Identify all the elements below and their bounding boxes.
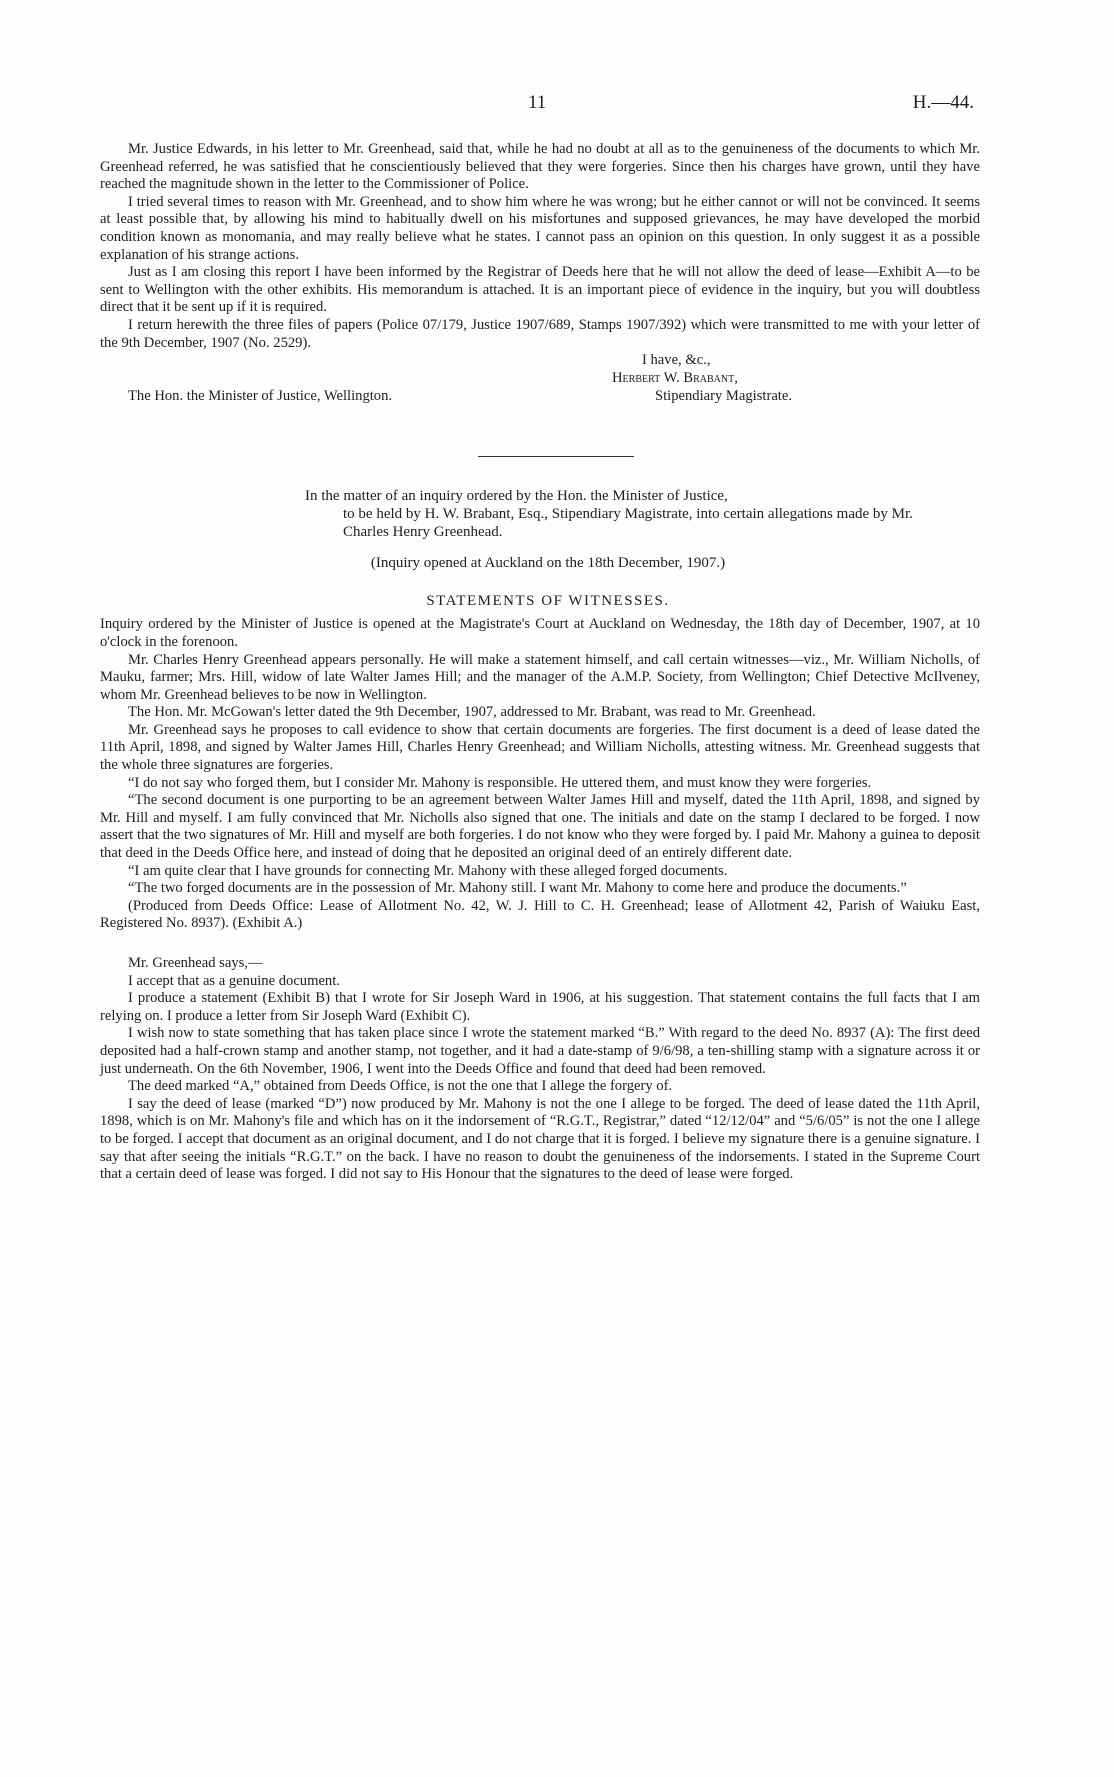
paragraph: The deed marked “A,” obtained from Deeds Office, is not the one that I allege the forgery of. [128, 1078, 673, 1095]
document-body [100, 141, 980, 1184]
paragraph: I accept that as a genuine document. [128, 972, 340, 989]
addressee: The Hon. the Minister of Justice, Wellington. [128, 388, 393, 405]
paragraph: I produce a statement (Exhibit B) that I wrote for Sir Joseph Ward in 1906, at his suggestion. That statement contains the full facts that I am relying on. I produce a letter from Sir Joseph Ward (Exhibit C). [100, 990, 980, 1024]
paragraph: I tried several times to reason with Mr. Greenhead, and to show him where he was wrong; but he either cannot or will not be convinced. It seems at least possible that, by allowing his mind to habitually dwell on his misfortunes and supposed grievances, he may have developed the morbid condition known as monomania, and may really believe what he states. I cannot pass an opinion on this question. In only suggest it as a possible explanation of his strange actions. [100, 193, 980, 263]
paragraph: Mr. Greenhead says he proposes to call evidence to show that certain documents are forgeries. The first document is a deed of lease dated the 11th April, 1898, and signed by Walter James Hill, Charles Henry Greenhead; and William Nicholls, attesting witness. Mr. Greenhead suggests that the whole three signatures are forgeries. [100, 721, 980, 774]
paragraph: “I am quite clear that I have grounds for connecting Mr. Mahony with these alleged forged documents. [128, 862, 728, 879]
paragraph: Inquiry ordered by the Minister of Justice is opened at the Magistrate's Court at Auckland on Wednesday, the 18th day of December, 1907, at 10 o'clock in the forenoon. [100, 616, 980, 650]
paragraph: I wish now to state something that has taken place since I wrote the statement marked “B.” With regard to the deed No. 8937 (A): The first deed deposited had a half-crown stamp and another stamp, not together, and it had a date-stamp of 9/6/98, a ten-shilling stamp with a signature across it or just underneath. On the 6th November, 1906, I went into the Deeds Office and found that deed had been removed. [100, 1025, 980, 1077]
closing-line: I have, &c., [642, 352, 711, 369]
paragraph: Just as I am closing this report I have been informed by the Registrar of Deeds here that he will not allow the deed of lease—Exhibit A—to be sent to Wellington with the other exhibits. His memorandum is attached. It is an important piece of evidence in the inquiry, but you will doubtless direct that it be sent up if it is required. [100, 264, 980, 316]
paragraph: The Hon. Mr. McGowan's letter dated the 9th December, 1907, addressed to Mr. Brabant, was read to Mr. Greenhead. [128, 704, 816, 721]
paragraph: Mr. Greenhead says,— [128, 955, 263, 971]
paragraph: (Produced from Deeds Office: Lease of Allotment No. 42, W. J. Hill to C. H. Greenhead; lease of Allotment 42, Parish of Waiuku East, Registered No. 8937). (Exhibit A.) [100, 897, 980, 932]
page-number: 11 [528, 92, 547, 113]
paragraph: Mr. Charles Henry Greenhead appears personally. He will make a statement himself, and call certain witnesses—viz., Mr. William Nicholls, of Mauku, farmer; Mrs. Hill, widow of late Walter James Hill; and the manager of the A.M.P. Society, from Wellington; Chief Detective McIlveney, whom Mr. Greenhead believes to be now in Wellington. [100, 651, 980, 703]
paragraph: “The two forged documents are in the possession of Mr. Mahony still. I want Mr. Mahony to come here and produce the documents.” [128, 880, 907, 897]
inquiry-heading-first-line: In the matter of an inquiry ordered by the Hon. the Minister of Justice, [305, 488, 728, 505]
spacer [100, 933, 980, 955]
section-title: STATEMENTS OF WITNESSES. [426, 592, 670, 609]
paragraph: “I do not say who forged them, but I consider Mr. Mahony is responsible. He uttered them, and must know they were forgeries. [128, 774, 872, 791]
inquiry-opened-note: (Inquiry opened at Auckland on the 18th December, 1907.) [370, 555, 726, 572]
section-divider [478, 456, 634, 457]
paragraph: I return herewith the three files of papers (Police 07/179, Justice 1907/689, Stamps 1907/392) which were transmitted to me with your letter of the 9th December, 1907 (No. 2529). [100, 316, 980, 351]
inquiry-heading-continuation: to be held by H. W. Brabant, Esq., Stipendiary Magistrate, into certain allegations made by Mr. Charles Henry Greenhead. [343, 506, 913, 541]
paragraph: I say the deed of lease (marked “D”) now produced by Mr. Mahony is not the one I allege to be forged. The deed of lease dated the 11th April, 1898, which is on Mr. Mahony's file and which has on it the indorsement of “R.G.T., Registrar,” dated “12/12/04” and “5/6/05” is not the one I allege to be forged. I accept that document as an original document, and I do not charge that it is forged. I believe my signature there is a genuine signature. I say that after seeing the initials “R.G.T.” on the back. I have no reason to doubt the genuineness of the indorsements. I stated in the Supreme Court that a certain deed of lease was forged. I did not say to His Honour that the signatures to the deed of lease were forged. [100, 1095, 980, 1183]
signer-name: Herbert W. Brabant, [612, 370, 738, 387]
paragraph: “The second document is one purporting to be an agreement between Walter James Hill and myself, dated the 11th April, 1898, and signed by Mr. Hill and myself. I am fully convinced that Mr. Nicholls also signed that one. The initials and date on the stamp I declared to be forged. I now assert that the two signatures of Mr. Hill and myself are both forgeries. I do not know who they were forged by. I paid Mr. Mahony a guinea to deposit that deed in the Deeds Office here, and instead of doing that he deposited an original deed of an entirely different date. [100, 792, 980, 862]
document-reference: H.—44. [912, 92, 974, 113]
signature-block [100, 352, 980, 424]
page-header [0, 92, 1114, 118]
inquiry-heading [305, 487, 920, 541]
paragraph: Mr. Justice Edwards, in his letter to Mr. Greenhead, said that, while he had no doubt at all as to the genuineness of the documents to which Mr. Greenhead referred, he was satisfied that he conscientiously believed that they were forgeries. Since then his charges have grown, until they have reached the magnitude shown in the letter to the Commissioner of Police. [100, 141, 980, 193]
signer-title: Stipendiary Magistrate. [655, 388, 792, 405]
